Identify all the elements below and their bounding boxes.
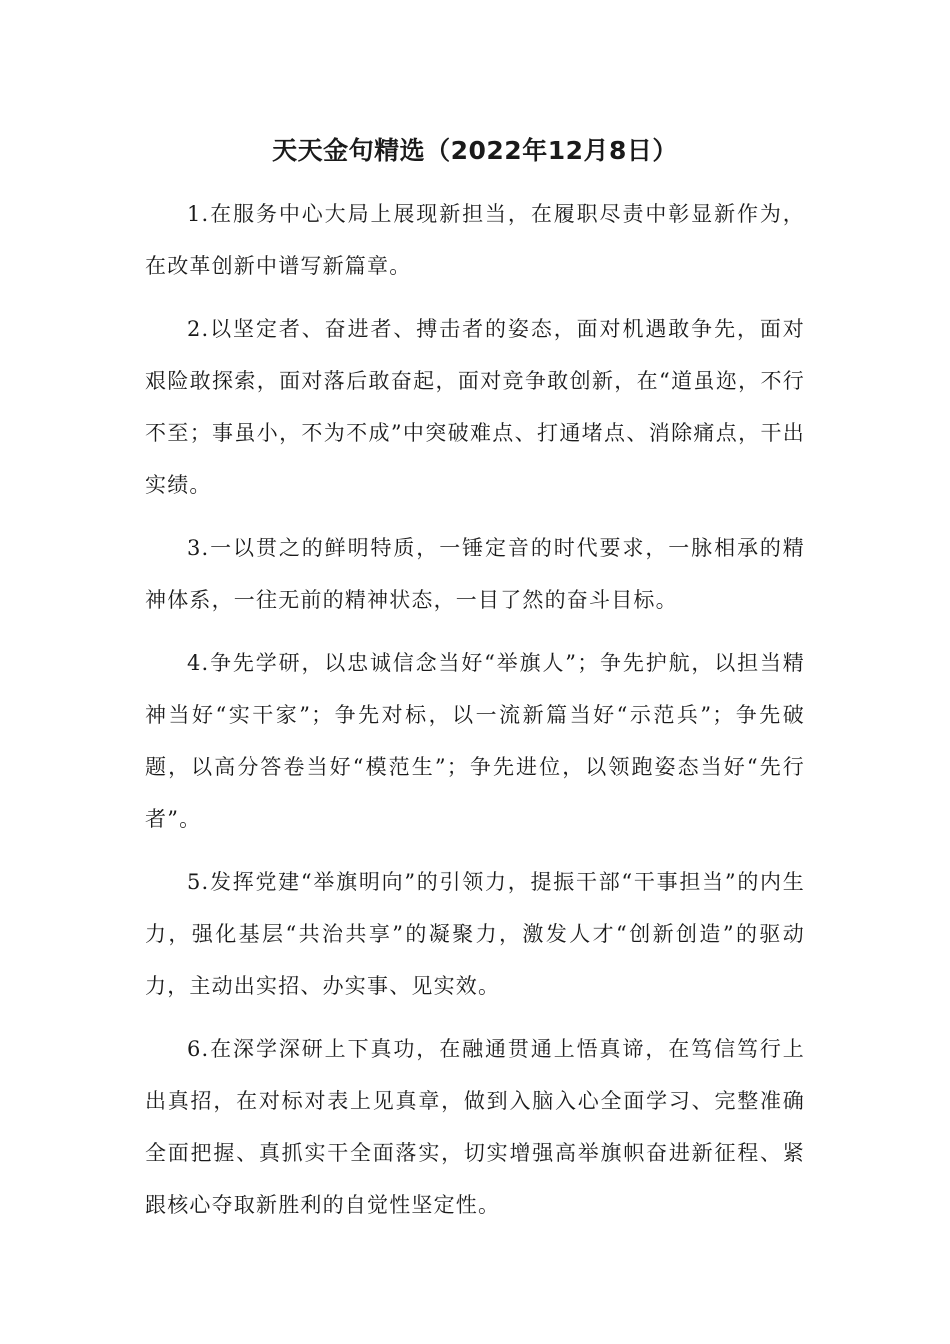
paragraph-2: 2.以坚定者、奋进者、搏击者的姿态，面对机遇敢争先，面对艰险敢探索，面对落后敢奋起，面对竞争敢创新，在“道虽迩，不行不至；事虽小，不为不成”中突破难点、打通堵点、消除痛点，干出实绩。 <box>145 317 805 497</box>
paragraph-6: 6.在深学深研上下真功，在融通贯通上悟真谛，在笃信笃行上出真招，在对标对表上见真章，做到入脑入心全面学习、完整准确全面把握、真抓实干全面落实，切实增强高举旗帜奋进新征程、紧跟核心夺取新胜利的自觉性坚定性。 <box>145 1037 805 1217</box>
document-title: 天天金句精选（2022年12月8日） <box>272 136 678 165</box>
document-body <box>145 188 805 1242</box>
paragraph-5: 5.发挥党建“举旗明向”的引领力，提振干部“干事担当”的内生力，强化基层“共治共享”的凝聚力，激发人才“创新创造”的驱动力，主动出实招、办实事、见实效。 <box>145 870 805 998</box>
paragraph-1: 1.在服务中心大局上展现新担当，在履职尽责中彰显新作为，在改革创新中谱写新篇章。 <box>145 202 805 278</box>
paragraph-3: 3.一以贯之的鲜明特质，一锤定音的时代要求，一脉相承的精神体系，一往无前的精神状态，一目了然的奋斗目标。 <box>145 536 805 612</box>
paragraph-4: 4.争先学研，以忠诚信念当好“举旗人”；争先护航，以担当精神当好“实干家”；争先对标，以一流新篇当好“示范兵”；争先破题，以高分答卷当好“模范生”；争先进位，以领跑姿态当好“先行者”。 <box>145 651 805 831</box>
